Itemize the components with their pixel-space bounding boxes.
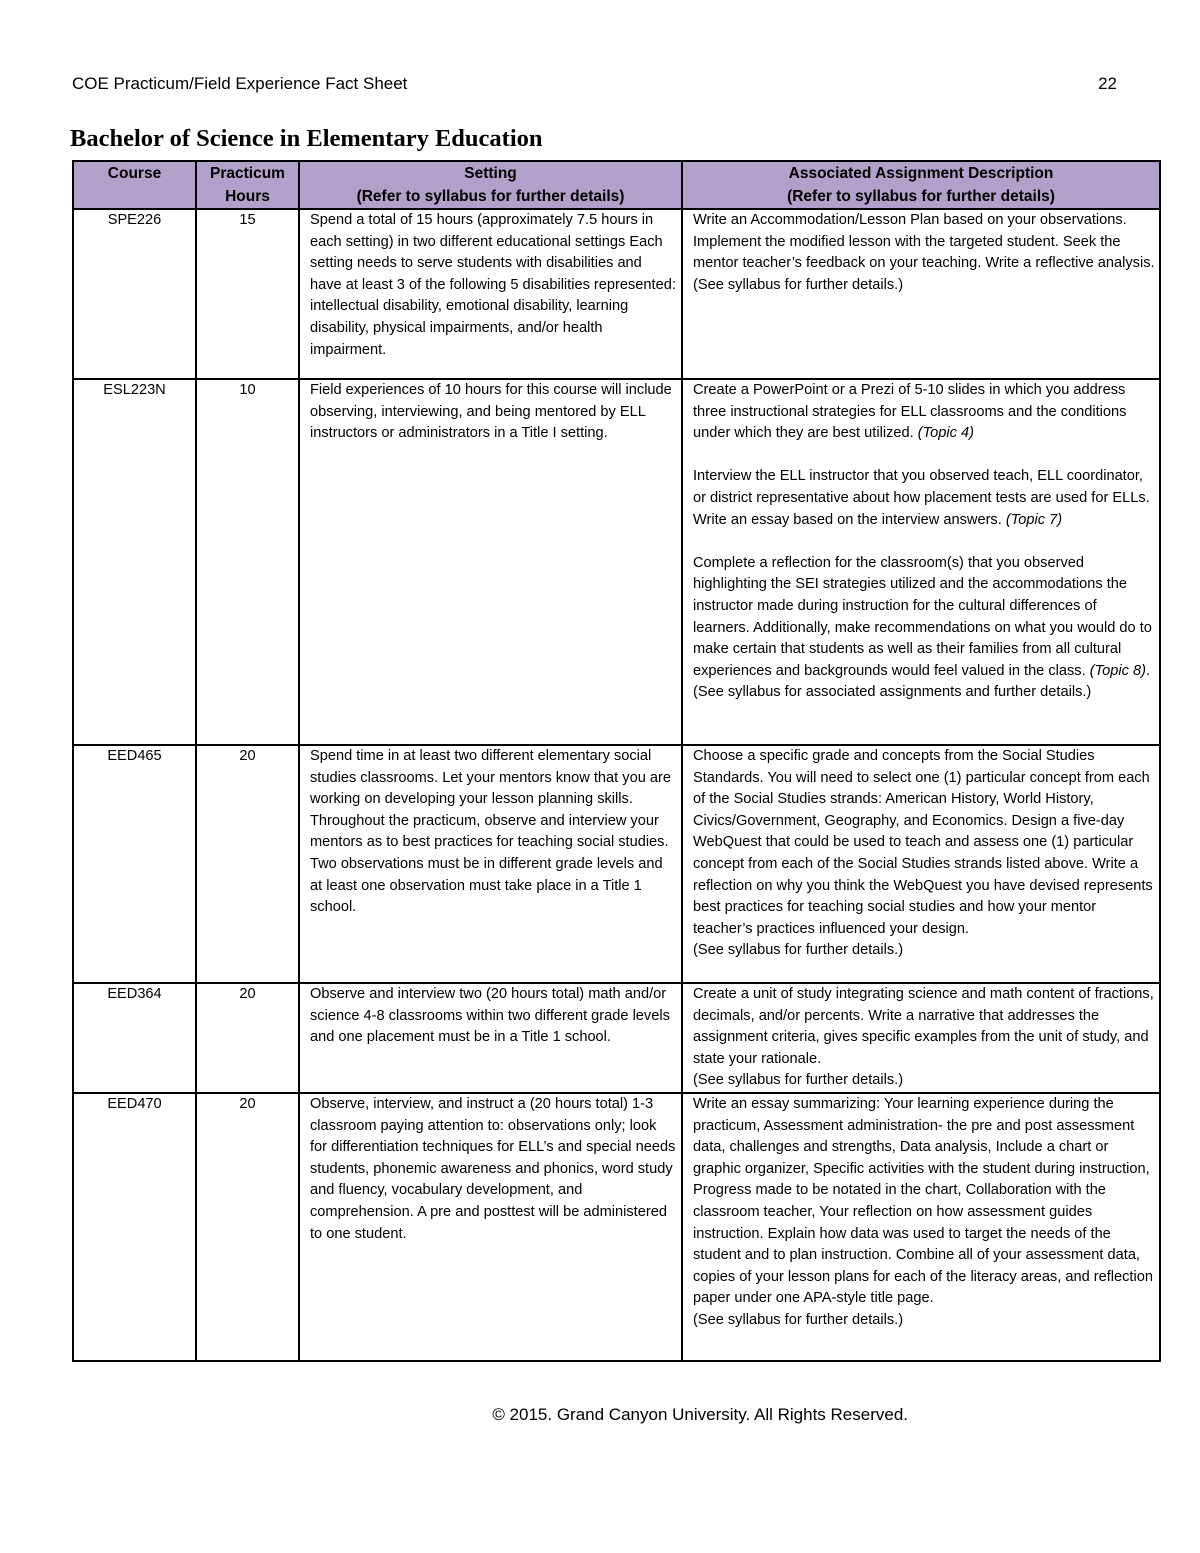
assignment-text: Create a unit of study integrating science and math content of fractions, decimals, and/or percents. Write a narrative that addresses the assignment criteria, gives specific examples from the unit of study, and state your rationale. (See syllabus for further details.) xyxy=(682,983,1160,1093)
practicum-hours: 15 xyxy=(196,209,299,379)
practicum-hours: 20 xyxy=(196,1093,299,1361)
column-header-assignment: Associated Assignment Description (Refer to syllabus for further details) xyxy=(682,161,1160,209)
column-header-setting: Setting (Refer to syllabus for further details) xyxy=(299,161,682,209)
page-number: 22 xyxy=(1098,74,1117,93)
table-header-row xyxy=(73,161,1160,209)
practicum-table xyxy=(72,160,1161,1362)
topic-reference: (Topic 7) xyxy=(1005,511,1063,528)
page-header xyxy=(72,74,1117,94)
page-title: Bachelor of Science in Elementary Education xyxy=(70,125,543,152)
column-header-practicum-hours: Practicum Hours xyxy=(196,161,299,209)
practicum-hours: 20 xyxy=(196,983,299,1093)
document-name: COE Practicum/Field Experience Fact Sheet xyxy=(72,74,408,93)
practicum-hours: 10 xyxy=(196,379,299,745)
setting-text: Field experiences of 10 hours for this course will include observing, interviewing, and being mentored by ELL instructors or administrators in a Title I setting. xyxy=(299,379,682,745)
course-code: EED470 xyxy=(73,1093,196,1361)
table-row xyxy=(73,1093,1160,1361)
setting-text: Spend time in at least two different elementary social studies classrooms. Let your mentors know that you are working on developing your lesson planning skills. Throughout the practicum, observe and interview your mentors as to best practices for teaching social studies. Two observations must be in different grade levels and at least one observation must take place in a Title 1 school. xyxy=(299,745,682,983)
table-row xyxy=(73,983,1160,1093)
setting-text: Spend a total of 15 hours (approximately 7.5 hours in each setting) in two different educational settings Each setting needs to serve students with disabilities and have at least 3 of the following 5 disabilities represented: intellectual disability, emotional disability, learning disability, physical impairments, and/or health impairment. xyxy=(299,209,682,379)
assignment-text: Write an Accommodation/Lesson Plan based on your observations. Implement the modified lesson with the targeted student. Seek the mentor teacher’s feedback on your teaching. Write a reflective analysis. (See syllabus for further details.) xyxy=(682,209,1160,379)
copyright-footer: © 2015. Grand Canyon University. All Rights Reserved. xyxy=(492,1405,908,1424)
topic-reference: (Topic 8) xyxy=(1089,662,1146,679)
assignment-text: Write an essay summarizing: Your learning experience during the practicum, Assessment administration- the pre and post assessment data, challenges and strengths, Data analysis, Include a chart or graphic organizer, Specific activities with the student during instruction, Progress made to be notated in the chart, Collaboration with the classroom teacher, Your reflection on how assessment guides instruction. Explain how data was used to target the needs of the student and to plan instruction. Combine all of your assessment data, copies of your lesson plans for each of the literacy areas, and reflection paper under one APA-style title page. (See syllabus for further details.) xyxy=(682,1093,1160,1361)
topic-reference: (Topic 4) xyxy=(917,425,974,442)
practicum-hours: 20 xyxy=(196,745,299,983)
column-header-course: Course xyxy=(73,161,196,209)
course-code: EED465 xyxy=(73,745,196,983)
table-row xyxy=(73,209,1160,379)
course-code: ESL223N xyxy=(73,379,196,745)
course-code: EED364 xyxy=(73,983,196,1093)
assignment-text: Create a PowerPoint or a Prezi of 5-10 slides in which you address three instructional strategies for ELL classrooms and the conditions under which they are best utilized. (Topic 4) Interview the ELL instructor that you observed teach, ELL coordinator, or district representative about how placement tests are used for ELLs. Write an essay based on the interview answers. (Topic 7) Complete a reflection for the classroom(s) that you observed highlighting the SEI strategies utilized and the accommodations the instructor made during instruction for the cultural differences of learners. Additionally, make recommendations on what you would do to make certain that students as well as their families from all cultural experiences and backgrounds would feel valued in the class. (Topic 8). (See syllabus for associated assignments and further details.) xyxy=(682,379,1160,745)
table-row xyxy=(73,745,1160,983)
course-code: SPE226 xyxy=(73,209,196,379)
assignment-text: Choose a specific grade and concepts from the Social Studies Standards. You will need to select one (1) particular concept from each of the Social Studies strands: American History, World History, Civics/Government, Geography, and Economics. Design a five-day WebQuest that could be used to teach and assess one (1) particular concept from each of the Social Studies strands listed above. Write a reflection on why you think the WebQuest you have devised represents best practices for teaching social studies and how your mentor teacher’s practices influenced your design. (See syllabus for further details.) xyxy=(682,745,1160,983)
setting-text: Observe, interview, and instruct a (20 hours total) 1-3 classroom paying attention to: observations only; look for differentiation techniques for ELL’s and special needs students, phonemic awareness and phonics, word study and fluency, vocabulary development, and comprehension. A pre and posttest will be administered to one student. xyxy=(299,1093,682,1361)
setting-text: Observe and interview two (20 hours total) math and/or science 4-8 classrooms within two different grade levels and one placement must be in a Title 1 school. xyxy=(299,983,682,1093)
table-row xyxy=(73,379,1160,745)
